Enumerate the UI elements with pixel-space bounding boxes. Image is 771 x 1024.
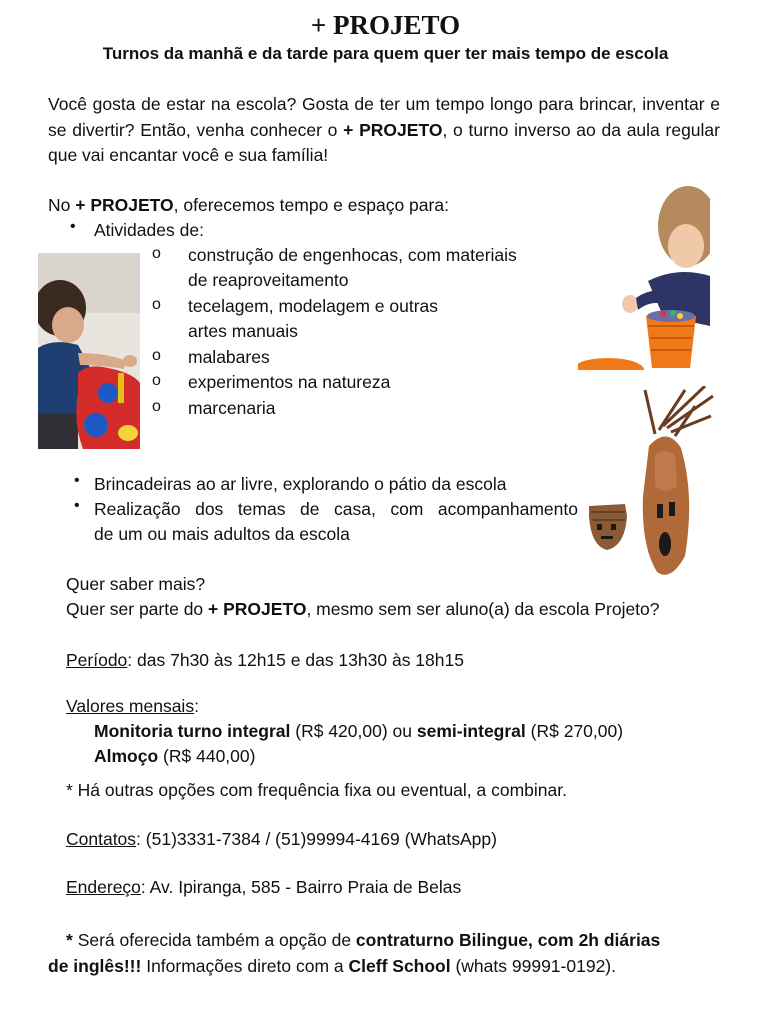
intro-paragraph: Você gosta de estar na escola? Gosta de ter um tempo longo para brincar, inventar e se divertir? Então, venha conhecer o + PROJETO, o turno inverso ao da aula regular que vai encantar você e sua família! — [48, 94, 720, 165]
period-label: Período — [66, 650, 128, 670]
contacts-label: Contatos — [66, 829, 137, 849]
prices-label: Valores mensais — [66, 696, 195, 716]
bullet-icon: • — [74, 497, 80, 514]
price-line: Monitoria turno integral (R$ 420,00) ou semi-integral (R$ 270,00) — [94, 721, 624, 741]
activity-item: malabares — [188, 347, 270, 367]
brand-name: + PROJETO — [208, 599, 307, 619]
activity-item-cont: de reaproveitamento — [188, 270, 349, 290]
prices-heading: Valores mensais: — [66, 696, 199, 716]
bullet-item-cont: de um ou mais adultos da escola — [94, 524, 350, 544]
question-line: Quer ser parte do + PROJETO, mesmo sem ser aluno(a) da escola Projeto? — [66, 599, 660, 619]
activity-item: construção de engenhocas, com materiais — [188, 245, 517, 265]
child-basket-photo — [578, 186, 710, 370]
brand-name: + PROJETO — [343, 119, 443, 140]
price-line: Almoço (R$ 440,00) — [94, 746, 256, 766]
page-title: + PROJETO — [310, 10, 461, 40]
child-playing-photo — [38, 253, 140, 449]
period-line: Período: das 7h30 às 12h15 e das 13h30 às 18h15 — [66, 650, 464, 670]
offer-line: No + PROJETO, oferecemos tempo e espaço para: — [48, 195, 449, 215]
circle-bullet-icon: o — [152, 372, 161, 389]
handmade-masks-photo — [585, 386, 715, 582]
bullet-icon: • — [74, 472, 80, 489]
address-line: Endereço: Av. Ipiranga, 585 - Bairro Praia de Belas — [66, 877, 462, 897]
circle-bullet-icon: o — [152, 347, 161, 364]
circle-bullet-icon: o — [152, 296, 161, 313]
activities-label: Atividades de: — [94, 220, 204, 240]
contacts-line: Contatos: (51)3331-7384 / (51)99994-4169 (WhatsApp) — [66, 829, 497, 849]
question-line: Quer saber mais? — [66, 574, 206, 594]
brand-name: + PROJETO — [75, 195, 174, 215]
activity-item: tecelagem, modelagem e outras — [188, 296, 438, 316]
address-label: Endereço — [66, 877, 141, 897]
activity-item: experimentos na natureza — [188, 372, 391, 392]
footer-note: * Será oferecida também a opção de contraturno Bilingue, com 2h diárias de inglês!!! Informações direto com a Cleff School (whats 99991-0192). — [48, 930, 661, 976]
bullet-item: Brincadeiras ao ar livre, explorando o pátio da escola — [94, 474, 507, 494]
page-subtitle: Turnos da manhã e da tarde para quem quer ter mais tempo de escola — [102, 44, 669, 63]
prices-note: * Há outras opções com frequência fixa ou eventual, a combinar. — [66, 780, 567, 800]
activity-item-cont: artes manuais — [188, 321, 298, 341]
circle-bullet-icon: o — [152, 398, 161, 415]
bullet-item: Realização dos temas de casa, com acompanhamento — [94, 499, 578, 519]
activity-item: marcenaria — [188, 398, 276, 418]
circle-bullet-icon: o — [152, 245, 161, 262]
bullet-icon: • — [70, 218, 76, 235]
